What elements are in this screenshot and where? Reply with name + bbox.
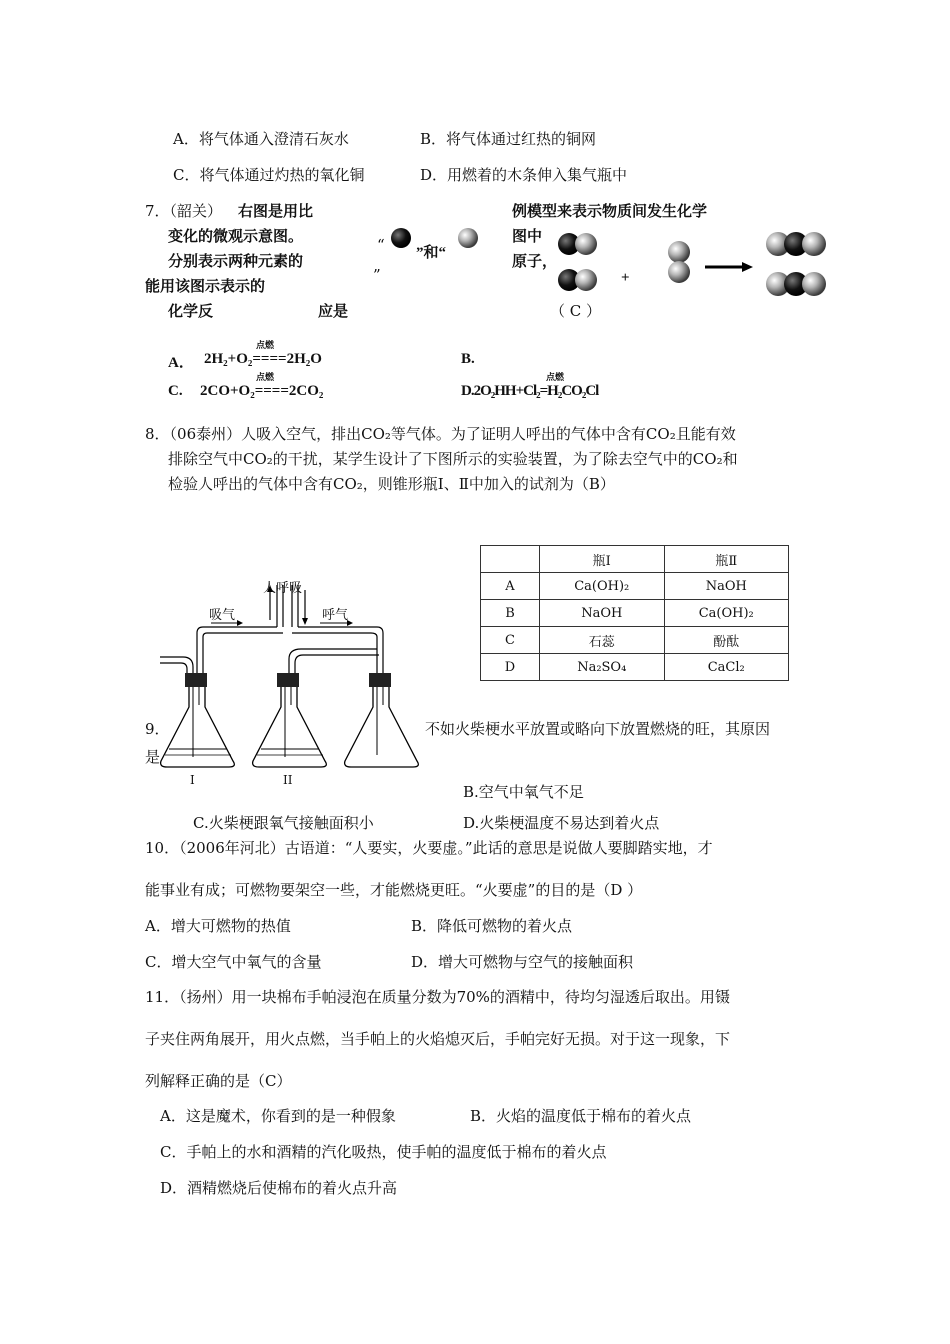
q7-legend-black-atom-icon (389, 226, 413, 250)
table-row (481, 627, 789, 654)
product-molecule-2 (766, 272, 826, 296)
q7-text-2: 变化的微观示意图。 (168, 229, 304, 245)
q8-line-2: 排除空气中CO₂的干扰，某学生设计了下图所示的实验装置，为了除去空气中的CO₂和 (168, 450, 738, 468)
q8-apparatus-figure (155, 575, 425, 790)
product-molecule-1 (766, 232, 826, 256)
table-cell: Na₂SO₄ (540, 654, 665, 681)
table-cell: CaCl₂ (664, 654, 789, 681)
q7-option-b-label: B. (461, 351, 475, 367)
q11-option-b: B．火焰的温度低于棉布的着火点 (470, 1107, 692, 1125)
q7-legend-gray-atom-icon (456, 226, 480, 250)
q8-fig-flask-1-label: I (190, 773, 195, 787)
q8-fig-breathe-label: 人呼吸 (263, 581, 303, 596)
table-cell: NaOH (664, 573, 789, 600)
table-header-cell (481, 546, 540, 573)
q9-number: 9． (145, 720, 170, 738)
q8-reagent-table (480, 545, 789, 681)
q10-option-b: B．降低可燃物的着火点 (411, 917, 573, 935)
table-header-cell: 瓶Ⅰ (540, 546, 665, 573)
q10-line-1: 10．（2006年河北）古语道：“人要实，火要虚。”此话的意思是说做人要脚踏实地，才 (145, 839, 713, 857)
q9-line-2: 是 (145, 748, 161, 766)
q10-option-a: A．增大可燃物的热值 (145, 917, 291, 935)
q7-text-1: 右图是用比 (238, 204, 314, 220)
q9-option-c: C.火柴梗跟氧气接触面积小 (193, 814, 374, 832)
q7-quote-open: “ (377, 236, 385, 254)
table-cell: C (481, 627, 540, 654)
table-cell: D (481, 654, 540, 681)
reactant-molecule-1 (558, 233, 597, 255)
table-row (481, 600, 789, 627)
q9-option-b: B.空气中氧气不足 (463, 783, 584, 801)
q6-option-c: C．将气体通过灼热的氧化铜 (173, 166, 365, 184)
q7-condition-c: 点燃 (256, 373, 275, 383)
q7-text-3: 分别表示两种元素的 (168, 254, 304, 270)
q8-fig-exhale-label: 呼气 (322, 608, 349, 623)
q7-option-c: 2CO+O₂====2CO₂ (200, 383, 324, 399)
q10-option-d: D．增大可燃物与空气的接触面积 (411, 953, 634, 971)
q7-number: 7．（韶关） (145, 202, 223, 220)
q9-option-d: D.火柴梗温度不易达到着火点 (463, 814, 660, 832)
reactant-molecule-2 (558, 269, 597, 291)
table-cell: A (481, 573, 540, 600)
table-cell: NaOH (540, 600, 665, 627)
q11-line-2: 子夹住两角展开，用火点燃，当手帕上的火焰熄灭后，手帕完好无损。对于这一现象，下 (145, 1030, 731, 1048)
q7-option-a: 2H₂+O₂====2H₂O (204, 351, 322, 367)
q6-option-d: D．用燃着的木条伸入集气瓶中 (420, 166, 628, 184)
q7-option-d-garbled: D.2O₂HH+Cl₂=H₂CO₂Cl (461, 383, 599, 399)
q11-option-c: C．手帕上的水和酒精的汽化吸热，使手帕的温度低于棉布的着火点 (160, 1143, 607, 1161)
q8-fig-inhale-label: 吸气 (209, 608, 236, 623)
q11-option-d: D．酒精燃烧后使棉布的着火点升高 (160, 1179, 398, 1197)
q7-quote-close: ” (373, 266, 381, 284)
table-cell: Ca(OH)₂ (664, 600, 789, 627)
table-header-cell: 瓶Ⅱ (664, 546, 789, 573)
q8-line-3: 检验人呼出的气体中含有CO₂，则锥形瓶Ⅰ、Ⅱ中加入的试剂为（B） (168, 475, 615, 493)
q11-option-a: A．这是魔术，你看到的是一种假象 (160, 1107, 396, 1125)
table-row (481, 654, 789, 681)
q7-text-4: 能用该图示表示的 (145, 279, 266, 295)
q6-option-a: A．将气体通入澄清石灰水 (173, 130, 349, 148)
q11-line-1: 11．（扬州）用一块棉布手帕浸泡在质量分数为70%的酒精中，待均匀湿透后取出。用镊 (145, 988, 730, 1006)
q10-option-c: C．增大空气中氧气的含量 (145, 953, 322, 971)
q7-plus-sign: + (621, 270, 630, 286)
table-cell: 酚酞 (664, 627, 789, 654)
table-header-row (481, 546, 789, 573)
q7-text-5: 化学反 (168, 304, 214, 320)
reactant-molecule-3 (668, 241, 690, 283)
q7-text-2b: 图中 (512, 229, 543, 245)
q6-option-b: B．将气体通过红热的铜网 (420, 130, 597, 148)
q7-option-c-label: C. (168, 383, 183, 399)
table-cell: Ca(OH)₂ (540, 573, 665, 600)
q7-quote-mid: ”和“ (416, 245, 447, 261)
q11-line-3: 列解释正确的是（C） (145, 1072, 292, 1090)
reaction-arrow (705, 262, 753, 272)
q7-text-3b: 原子， (512, 254, 558, 270)
q9-line-1: 不如火柴梗水平放置或略向下放置燃烧的旺，其原因 (425, 720, 771, 738)
q7-option-a-label: A． (168, 355, 194, 371)
q8-fig-flask-2-label: II (283, 773, 293, 787)
q7-condition-a: 点燃 (256, 341, 275, 351)
q7-reaction-diagram (555, 222, 835, 306)
table-row (481, 573, 789, 600)
q8-line-1: 8．（06泰州）人吸入空气，排出CO₂等气体。为了证明人呼出的气体中含有CO₂且能有效 (145, 425, 736, 443)
q7-condition-d: 点燃 (546, 373, 565, 383)
table-cell: B (481, 600, 540, 627)
q7-text-5b: 应是 (318, 304, 349, 320)
q7-text-1b: 例模型来表示物质间发生化学 (512, 204, 708, 220)
table-cell: 石蕊 (540, 627, 665, 654)
q7-answer: （ C ） (550, 302, 602, 320)
q10-line-2: 能事业有成；可燃物要架空一些，才能燃烧更旺。“火要虚”的目的是（D ） (145, 881, 643, 899)
